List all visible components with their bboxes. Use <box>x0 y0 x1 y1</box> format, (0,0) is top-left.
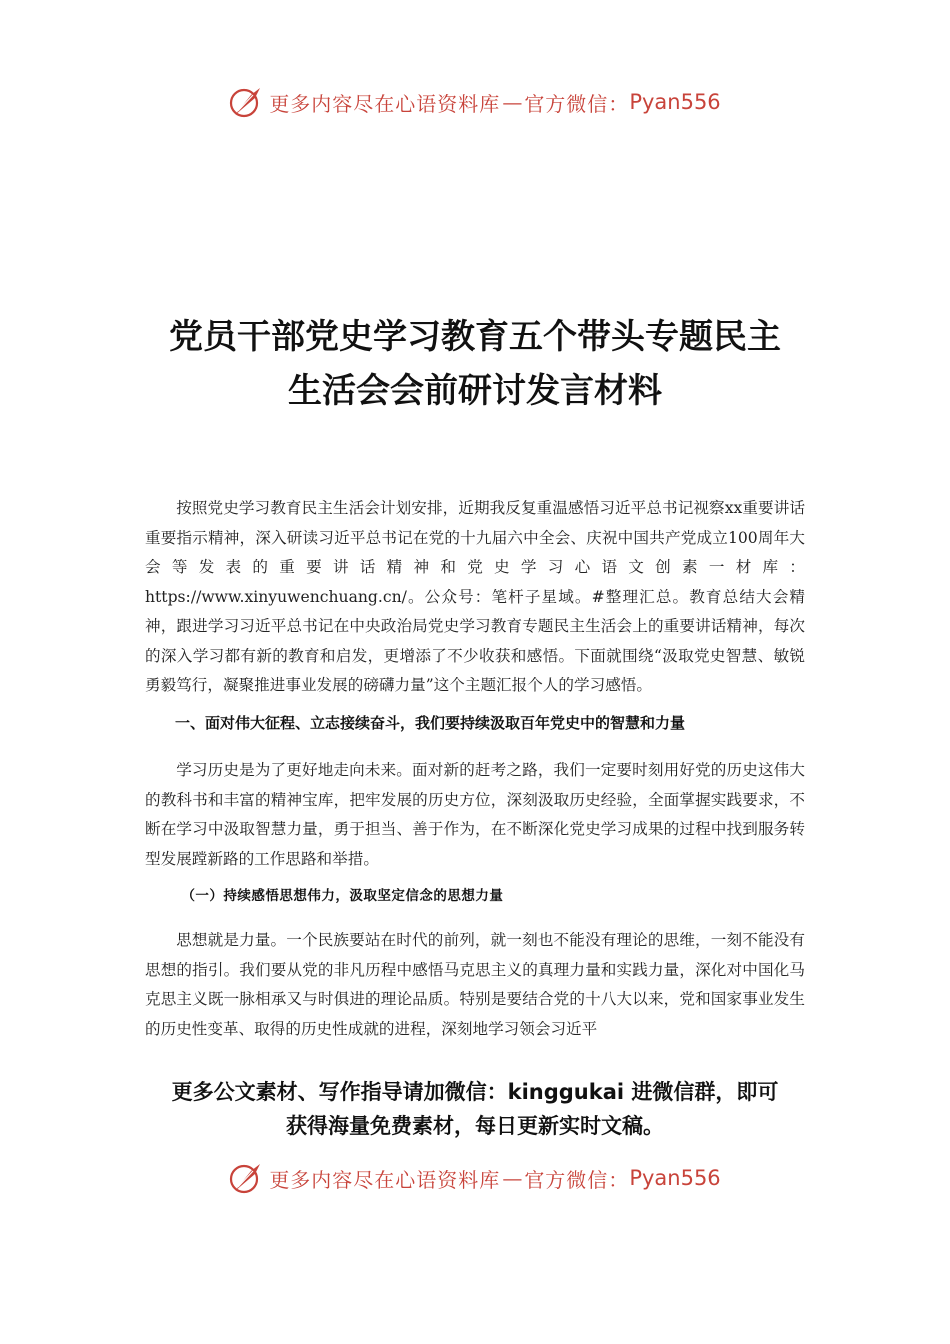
title-line-1: 党员干部党史学习教育五个带头专题民主 <box>169 317 781 357</box>
section-heading-1: 一、面对伟大征程、立志接续奋斗，我们要持续汲取百年党史中的智慧和力量 <box>175 714 686 732</box>
document-title <box>90 310 860 418</box>
banner-dash: — <box>502 90 523 114</box>
promo-line-2: 获得海量免费素材，每日更新实时文稿。 <box>286 1114 664 1138</box>
banner-dash: — <box>502 1166 523 1190</box>
intro-paragraph: 按照党史学习教育民主生活会计划安排，近期我反复重温感悟习近平总书记视察xx重要讲话重要指示精神，深入研读习近平总书记在党的十九届六中全会、庆祝中国共产党成立100周年大会等发表的重要讲话精神和党史学习心语文创素一材库：https://www.xinyuwenchuang.cn/。公众号：笔杆子星域。#整理汇总。教育总结大会精神，跟进学习习近平总书记在中央政治局党史学习教育专题民主生活会上的重要讲话精神，每次的深入学习都有新的教育和启发，更增添了不少收获和感悟。下面就围绕“汲取党史智慧、敏锐勇毅笃行，凝聚推进事业发展的磅礴力量”这个主题汇报个人的学习感悟。 <box>145 499 805 694</box>
banner-text: 更多内容尽在心语资料库 <box>269 91 501 116</box>
footer-watermark-banner <box>0 1158 950 1198</box>
header-watermark-banner <box>0 82 950 122</box>
quill-logo-icon <box>229 1161 263 1195</box>
subsection-1-paragraph: 思想就是力量。一个民族要站在时代的前列，就一刻也不能没有理论的思维，一刻不能没有思想的指引。我们要从党的非凡历程中感悟马克思主义的真理力量和实践力量，深化对中国化马克思主义既一脉相承又与时俱进的理论品质。特别是要结合党的十八大以来，党和国家事业发生的历史性变革、取得的历史性成就的进程，深刻地学习领会习近平 <box>145 931 805 1038</box>
banner-suffix: 官方微信： <box>524 91 630 116</box>
banner-text: 更多内容尽在心语资料库 <box>269 1167 501 1192</box>
subsection-heading-1: （一）持续感悟思想伟力，汲取坚定信念的思想力量 <box>181 888 504 904</box>
promo-line-1: 更多公文素材、写作指导请加微信：kinggukai 进微信群，即可 <box>171 1080 779 1104</box>
banner-wechat-id: Pyan556 <box>629 90 721 114</box>
quill-logo-icon <box>229 85 263 119</box>
banner-suffix: 官方微信： <box>524 1167 630 1192</box>
section-1-paragraph: 学习历史是为了更好地走向未来。面对新的赶考之路，我们一定要时刻用好党的历史这伟大的教科书和丰富的精神宝库，把牢发展的历史方位，深刻汲取历史经验，全面掌握实践要求，不断在学习中汲取智慧力量，勇于担当、善于作为，在不断深化党史学习成果的过程中找到服务转型发展蹚新路的工作思路和举措。 <box>145 761 805 868</box>
title-line-2: 生活会会前研讨发言材料 <box>288 371 662 411</box>
promo-notice <box>110 1075 840 1143</box>
banner-wechat-id: Pyan556 <box>629 1166 721 1190</box>
